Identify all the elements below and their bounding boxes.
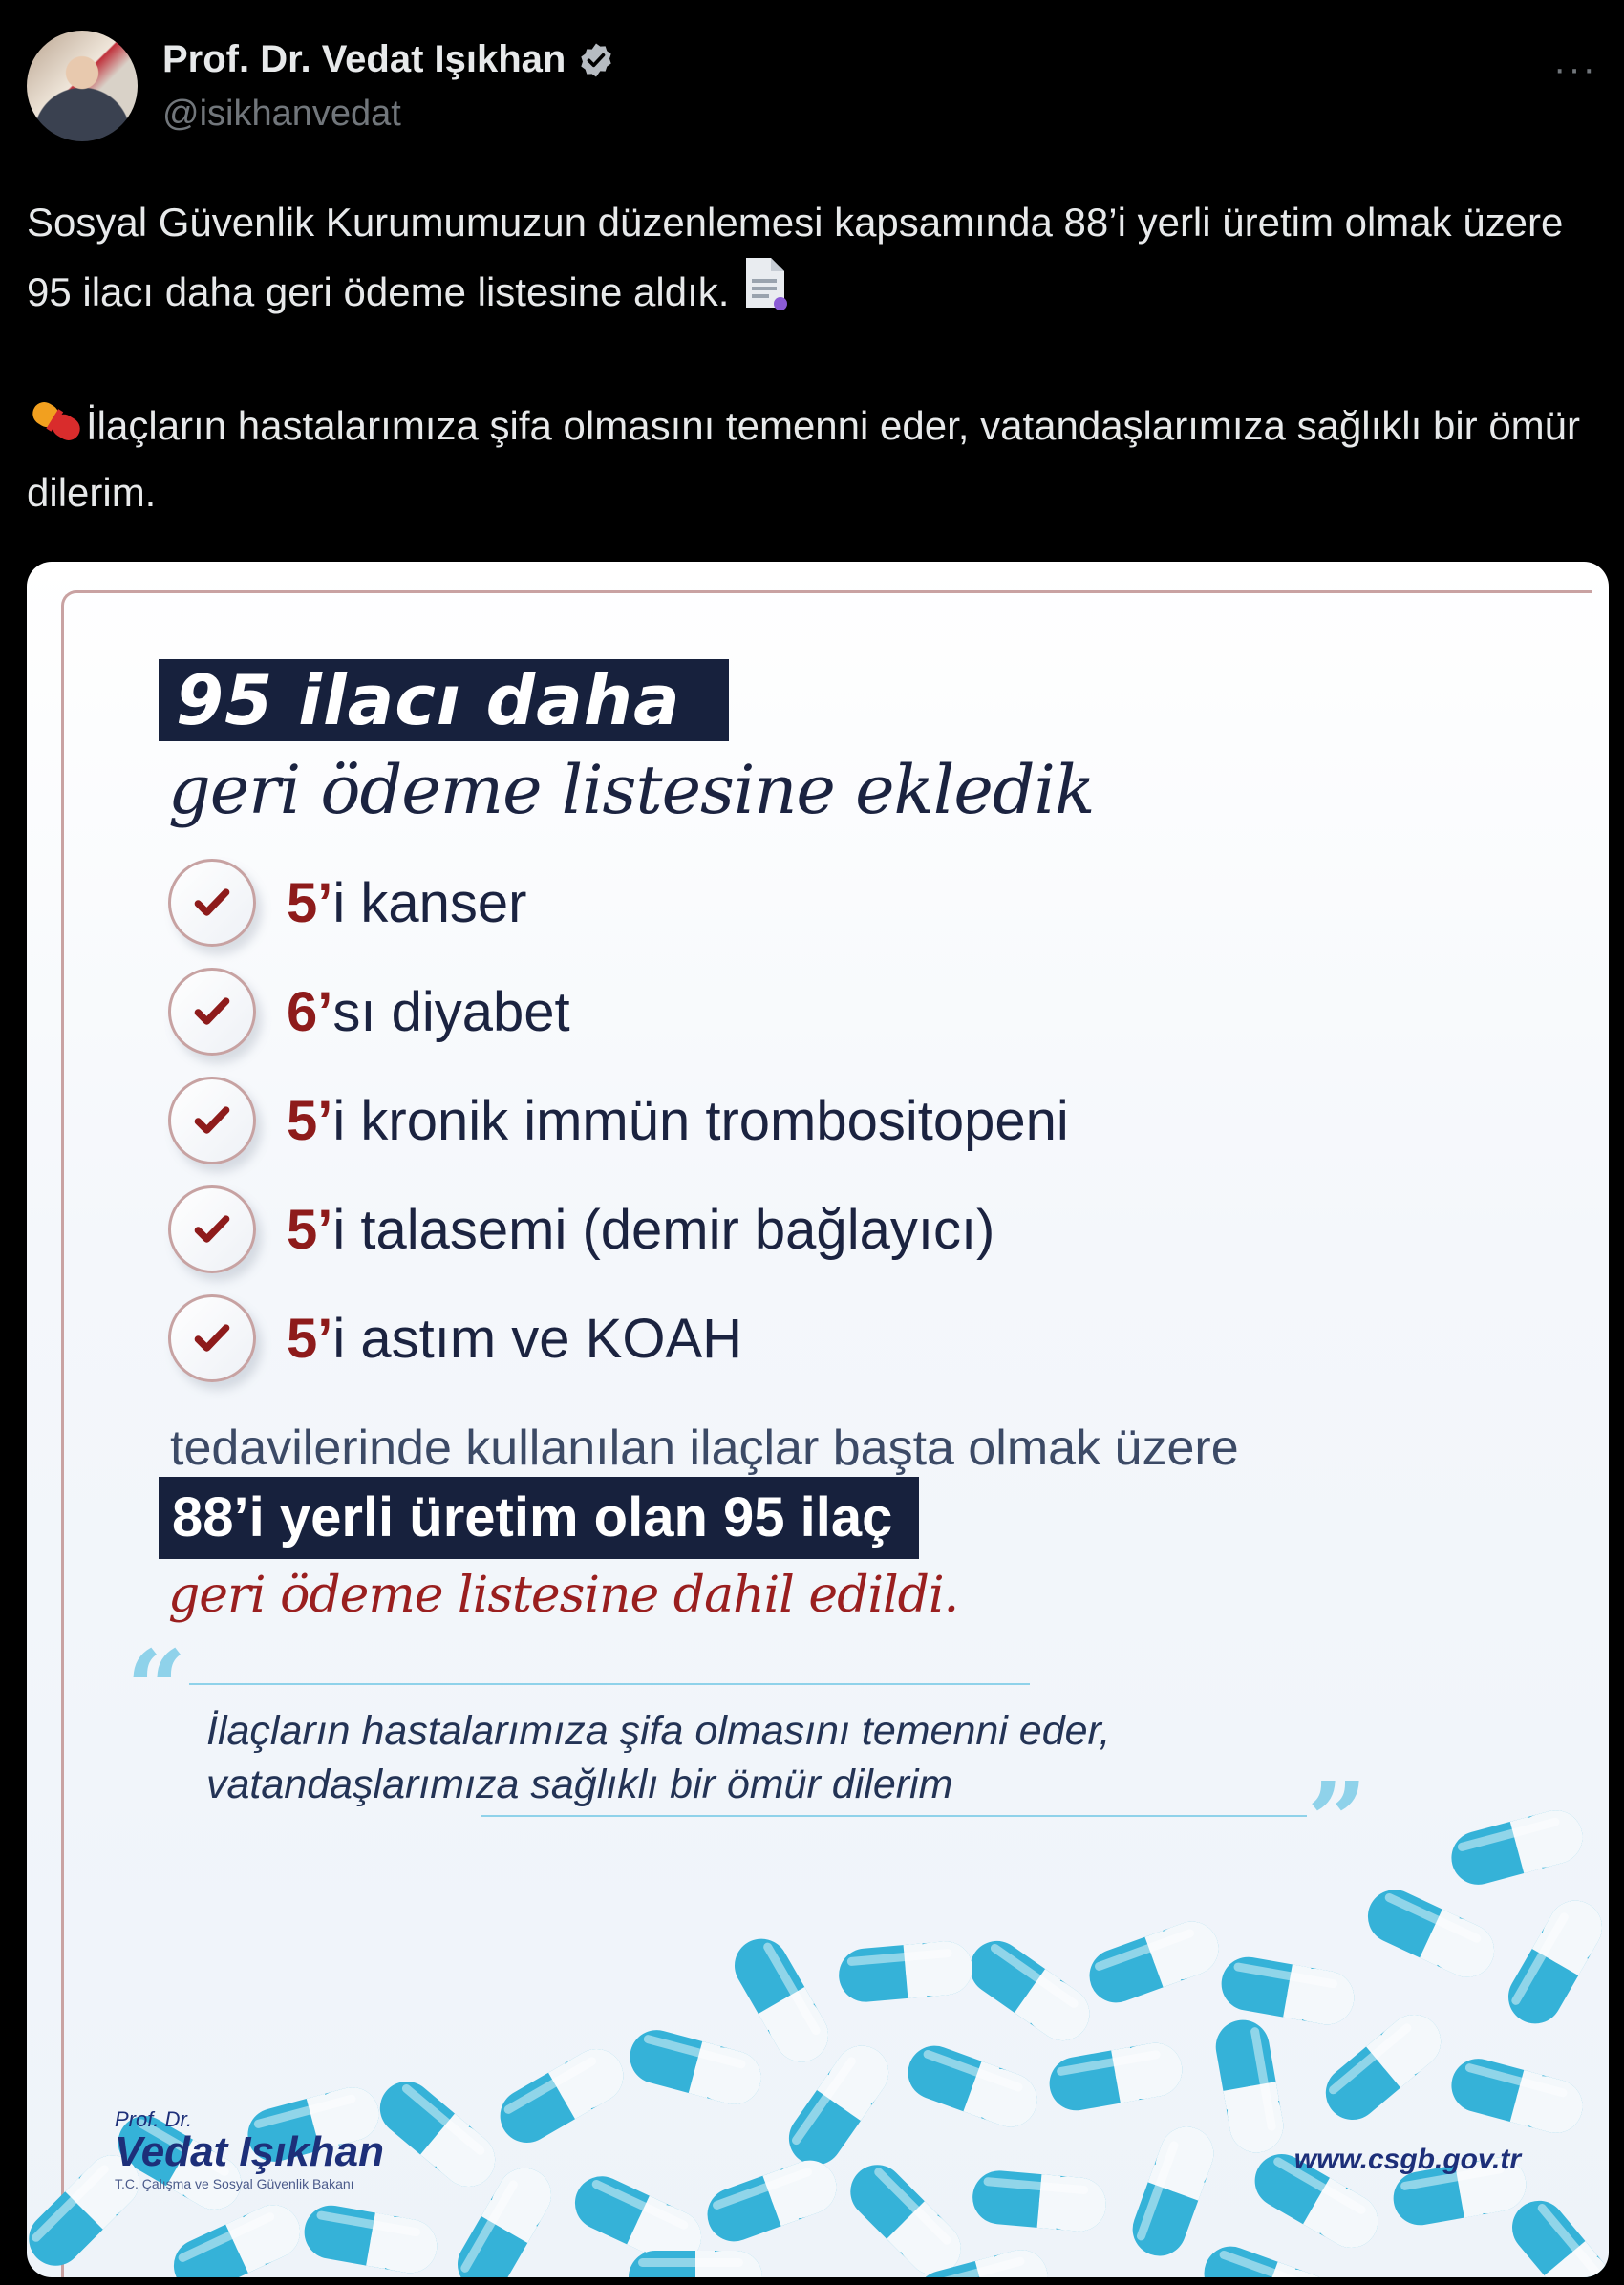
list-item-number: 5’ <box>287 1307 333 1370</box>
pill-icon <box>27 397 86 445</box>
list-item <box>168 1284 1069 1393</box>
image-highlight-box: 88’i yerli üretim olan 95 ilaç <box>159 1477 919 1559</box>
list-item-label: i kronik immün trombositopeni <box>332 1089 1069 1152</box>
author-name[interactable]: Prof. Dr. Vedat Işıkhan <box>162 38 566 80</box>
checkmark-icon <box>168 859 256 947</box>
signature-subtitle: T.C. Çalışma ve Sosyal Güvenlik Bakanı <box>115 2176 354 2191</box>
tweet-media-image[interactable] <box>27 562 1609 2277</box>
image-headline: 95 ilacı daha <box>159 659 729 741</box>
author-name-row[interactable] <box>162 38 615 81</box>
quote-line-2: vatandaşlarımıza sağlıklı bir ömür dilerim <box>206 1762 953 1807</box>
signature <box>115 2107 384 2191</box>
list-item-text <box>287 1307 742 1371</box>
image-script-closing: geri ödeme listesine dahil edildi. <box>168 1567 959 1624</box>
list-item-text <box>287 871 526 935</box>
checkmark-icon <box>168 1185 256 1273</box>
list-item-label: i astım ve KOAH <box>332 1307 743 1370</box>
image-subtext: tedavilerinde kullanılan ilaçlar başta olmak üzere <box>170 1420 1239 1476</box>
website-url: www.csgb.gov.tr <box>1293 2144 1521 2175</box>
signature-title: Prof. Dr. <box>115 2107 193 2131</box>
tweet-paragraph-1-text: Sosyal Güvenlik Kurumumuzun düzenlemesi kapsamında 88’i yerli üretim olmak üzere 95 ilacı daha geri ödeme listesine aldık. <box>27 200 1564 314</box>
list-item <box>168 848 1069 957</box>
list-item-label: i kanser <box>332 871 527 934</box>
page-facing-up-icon <box>740 256 790 311</box>
tweet-paragraph-2-text: İlaçların hastalarımıza şifa olmasını temenni eder, vatandaşlarımıza sağlıklı bir ömür dilerim. <box>27 403 1581 515</box>
tweet-paragraph-1 <box>27 189 1593 326</box>
more-options-icon[interactable]: ··· <box>1553 48 1597 90</box>
list-item-text <box>287 980 570 1044</box>
list-item-text <box>287 1089 1069 1153</box>
list-item <box>168 957 1069 1066</box>
verified-badge-icon <box>577 41 615 79</box>
signature-name: Vedat Işıkhan <box>115 2128 385 2175</box>
list-item-number: 5’ <box>287 1198 333 1261</box>
image-script-subtitle: geri ödeme listesine ekledik <box>168 751 1095 829</box>
checkmark-icon <box>168 1077 256 1164</box>
close-quote-icon: ” <box>1307 1759 1368 1882</box>
tweet-paragraph-2 <box>27 393 1593 526</box>
list-item-label: i talasemi (demir bağlayıcı) <box>332 1198 995 1261</box>
author-handle[interactable]: @isikhanvedat <box>162 94 401 134</box>
quote-line-1: İlaçların hastalarımıza şifa olmasını temenni eder, <box>206 1708 1111 1754</box>
list-item-number: 6’ <box>287 980 333 1043</box>
list-item-text <box>287 1198 994 1262</box>
list-item <box>168 1066 1069 1175</box>
list-item-number: 5’ <box>287 1089 333 1152</box>
tweet-header <box>27 31 1597 155</box>
open-quote-icon: “ <box>126 1627 187 1750</box>
checkmark-icon <box>168 1294 256 1382</box>
tweet-text <box>27 189 1593 526</box>
list-item-number: 5’ <box>287 871 333 934</box>
list-item-label: sı diyabet <box>332 980 570 1043</box>
disease-list <box>168 848 1069 1393</box>
list-item <box>168 1175 1069 1284</box>
checkmark-icon <box>168 968 256 1056</box>
avatar[interactable] <box>27 31 138 141</box>
